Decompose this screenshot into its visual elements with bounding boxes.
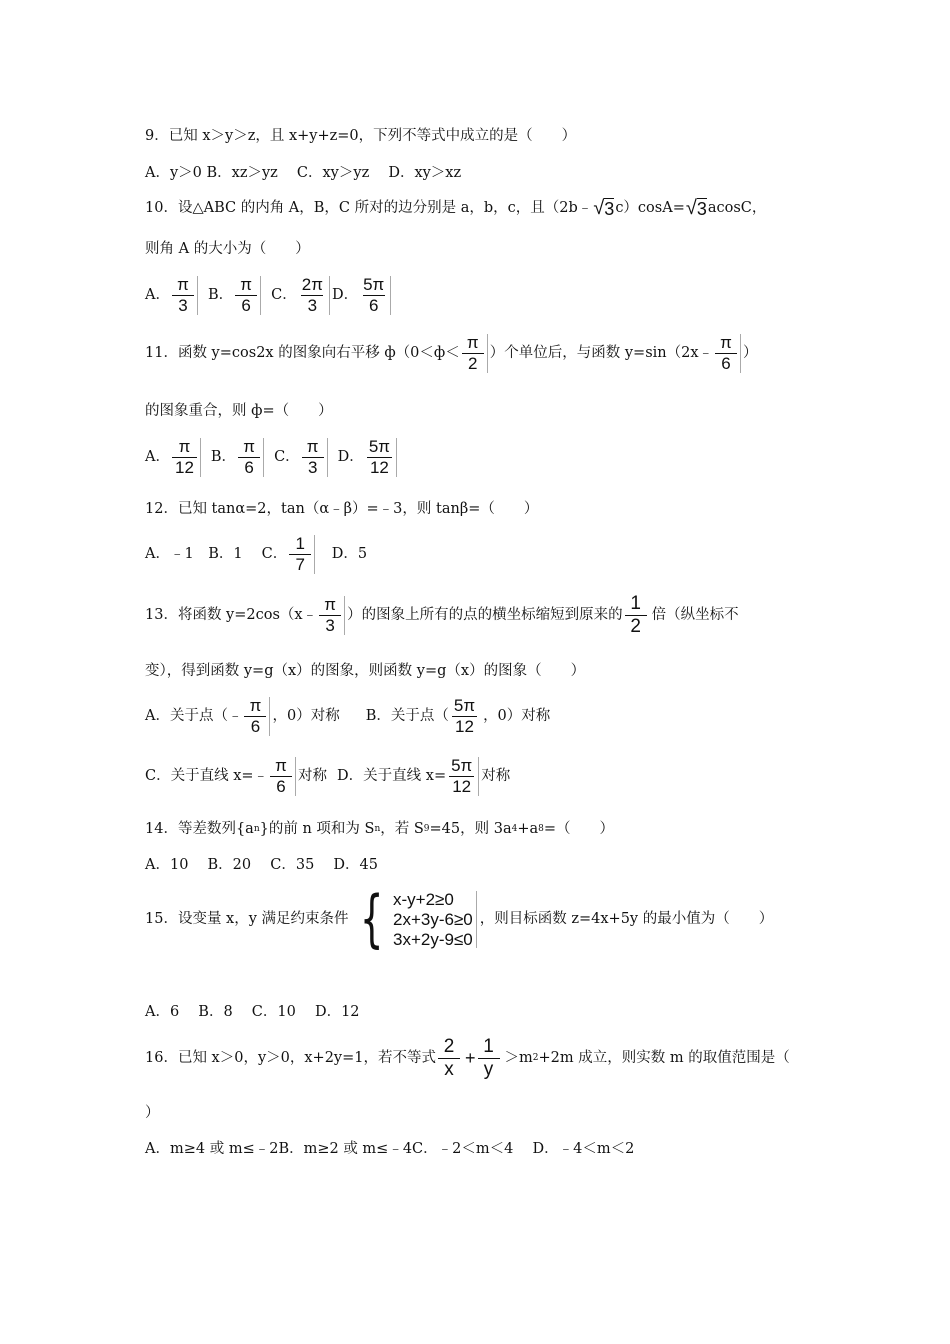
- q13-option-c-suffix: 对称: [298, 768, 328, 785]
- q16-two-over-x-fraction: [438, 1037, 463, 1080]
- denominator: 6: [363, 295, 385, 315]
- q13-one-half-fraction: [625, 594, 650, 637]
- q10-option-b-label: B．: [207, 287, 234, 304]
- denominator: 2: [625, 615, 647, 637]
- sqrt-radicand: 3: [604, 199, 615, 219]
- subscript: 8: [538, 823, 544, 834]
- q11-pi-over-2-fraction: [462, 334, 488, 373]
- q14-stem-part-c: ，若 S: [380, 821, 424, 837]
- q11-option-b-fraction: [238, 438, 264, 477]
- q11-option-a-label: A．: [145, 449, 170, 466]
- denominator: 12: [172, 457, 197, 477]
- q10-option-d-label: D．: [331, 287, 359, 304]
- q9-options-text: A．y＞0 B．xz＞yz C．xy＞yz D．xy＞xz: [145, 165, 462, 181]
- denominator: 7: [289, 554, 311, 574]
- q9-stem: [145, 129, 576, 144]
- q10-stem-part-a: 10．设△ABC 的内角 A，B，C 所对的边分别是 a，b，c，且（2b﹣: [145, 199, 593, 216]
- denominator: 3: [302, 457, 324, 477]
- q14-stem-part-e: +a: [517, 821, 539, 837]
- numerator: 5π: [451, 756, 473, 775]
- q14-stem-part-a: 14．等差数列{a: [145, 821, 254, 837]
- constraint-system: [352, 882, 477, 955]
- q16-options-text: A．m≥4 或 m≤﹣2B．m≥2 或 m≤﹣4C．﹣2＜m＜4 D．﹣4＜m＜2: [145, 1141, 635, 1157]
- numerator: π: [243, 437, 255, 456]
- q13-option-a-fraction: [244, 697, 270, 736]
- q10-options: [145, 276, 393, 315]
- q15-options-text: A．6 B．8 C．10 D．12: [145, 1004, 360, 1020]
- q11-pi-over-6-fraction: [715, 334, 741, 373]
- plus-sign: +: [465, 1048, 476, 1069]
- q14-stem-part-d: =45，则 3a: [429, 821, 512, 837]
- q15-options: [145, 1005, 360, 1020]
- numerator: 5π: [363, 275, 385, 294]
- q13-option-b-fraction: [451, 697, 481, 736]
- q13-option-b-suffix: ，0）对称: [483, 708, 551, 725]
- q13-stem-part-b: ）的图象上所有的点的横坐标缩短到原来的: [347, 607, 623, 624]
- q11-option-c-fraction: [302, 438, 328, 477]
- q12-option-d: D．5: [317, 546, 368, 563]
- q15-stem-part-b: ，则目标函数 z=4x+5y 的最小值为（ ）: [479, 910, 774, 927]
- numerator: 2π: [301, 275, 323, 294]
- numerator: 5π: [368, 437, 390, 456]
- sqrt-3-expression: √ 3: [685, 197, 707, 219]
- q15-stem: [145, 882, 774, 955]
- q10-option-a-fraction: [172, 276, 198, 315]
- denominator: 12: [367, 457, 392, 477]
- subscript: n: [253, 823, 260, 834]
- numerator: 2: [443, 1036, 455, 1057]
- q13-option-d-suffix: 对称: [481, 768, 511, 785]
- numerator: π: [275, 756, 287, 775]
- subscript: 4: [511, 823, 518, 834]
- numerator: 1: [483, 1036, 494, 1057]
- superscript: 2: [532, 1052, 539, 1063]
- denominator: x: [438, 1058, 460, 1080]
- q12-options-ab: A．﹣1 B．1 C．: [145, 546, 288, 563]
- q9-options: [145, 166, 461, 181]
- q13-option-d-fraction: [448, 757, 479, 796]
- q13-options-ab: [145, 697, 550, 736]
- constraint-row: 2x+3y-6≥0: [393, 909, 473, 929]
- numerator: 1: [630, 593, 641, 614]
- denominator: y: [478, 1058, 500, 1080]
- q16-stem-part-a: 16．已知 x＞0，y＞0，x+2y=1，若不等式: [145, 1050, 436, 1067]
- q14-options-text: A．10 B．20 C．35 D．45: [145, 857, 378, 873]
- q11-stem: [145, 334, 758, 373]
- q10-option-b-fraction: [235, 276, 261, 315]
- left-brace-icon: {: [359, 882, 384, 955]
- q11-stem-part-c: ）: [743, 345, 758, 362]
- denominator: 2: [462, 353, 484, 373]
- subscript: 9: [423, 823, 430, 834]
- numerator: π: [466, 333, 479, 352]
- numerator: π: [178, 437, 191, 456]
- q10-option-a-label: A．: [145, 287, 170, 304]
- q13-option-a-text: A．关于点（﹣: [145, 708, 243, 725]
- q16-one-over-y-fraction: [478, 1037, 503, 1080]
- numerator: π: [306, 437, 319, 456]
- constraint-row: x-y+2≥0: [393, 889, 454, 909]
- q14-stem-part-b: }的前 n 项和为 S: [259, 821, 375, 837]
- q10-stem-line2: [145, 242, 310, 257]
- denominator: 6: [715, 353, 737, 373]
- q10-stem-part-c: acosC，: [707, 199, 767, 216]
- q10-stem-part-b: c）cosA=: [615, 199, 685, 216]
- denominator: 3: [301, 295, 323, 315]
- q13-stem-line2-text: 变），得到函数 y=g（x）的图象，则函数 y=g（x）的图象（ ）: [145, 663, 586, 679]
- q11-option-b-label: B．: [210, 449, 237, 466]
- q10-stem: [145, 198, 766, 218]
- q11-option-a-fraction: [172, 438, 201, 477]
- denominator: 6: [270, 776, 292, 796]
- numerator: 1: [295, 534, 306, 553]
- q11-options: [145, 438, 399, 477]
- q15-stem-part-a: 15．设变量 x，y 满足约束条件: [145, 910, 349, 927]
- denominator: 6: [235, 295, 257, 315]
- q11-stem-part-b: ）个单位后，与函数 y=sin（2x﹣: [489, 345, 714, 362]
- q13-option-d-text: D．关于直线 x=: [337, 768, 447, 785]
- q16-stem: [145, 1037, 790, 1080]
- q13-option-c-fraction: [270, 757, 296, 796]
- numerator: 5π: [453, 696, 476, 715]
- q13-option-a-suffix: ，0）对称: [272, 708, 340, 725]
- sqrt-3-expression: √ 3: [593, 197, 615, 219]
- q11-stem-line2-text: 的图象重合，则 ф=（ ）: [145, 403, 333, 419]
- q16-stem-line2: [145, 1106, 160, 1121]
- denominator: 6: [238, 457, 260, 477]
- denominator: 12: [452, 716, 477, 736]
- numerator: π: [249, 696, 262, 715]
- q10-option-d-fraction: [360, 276, 391, 315]
- q13-option-c-text: C．关于直线 x=﹣: [145, 768, 269, 785]
- q16-options: [145, 1142, 634, 1157]
- q16-stem-line2-text: ）: [145, 1105, 160, 1121]
- denominator: 3: [172, 295, 194, 315]
- q13-options-cd: [145, 757, 510, 796]
- q9-stem-text: 9．已知 x＞y＞z，且 x+y+z=0，下列不等式中成立的是（ ）: [145, 128, 577, 144]
- q11-stem-part-a: 11．函数 y=cos2x 的图象向右平移 ф（0＜ф＜: [145, 345, 460, 362]
- q14-options: [145, 858, 378, 873]
- q10-stem-line2-text: 则角 A 的大小为（ ）: [145, 241, 310, 257]
- numerator: π: [177, 275, 189, 294]
- q11-option-c-label: C．: [274, 449, 300, 466]
- q11-stem-line2: [145, 404, 333, 419]
- q14-stem: [145, 822, 614, 837]
- q10-option-c-label: C．: [271, 287, 297, 304]
- q13-stem-line2: [145, 664, 585, 679]
- numerator: π: [324, 595, 336, 615]
- constraint-row: 3x+2y-9≤0: [393, 929, 473, 949]
- denominator: 3: [319, 615, 341, 635]
- q14-stem-part-f: =（ ）: [543, 821, 615, 837]
- q11-option-d-label: D．: [337, 449, 364, 466]
- denominator: 12: [449, 776, 474, 796]
- q11-option-d-fraction: [366, 438, 397, 477]
- q13-stem: [145, 594, 739, 637]
- q13-stem-part-a: 13．将函数 y=2cos（x﹣: [145, 607, 318, 624]
- q12-options: [145, 535, 367, 574]
- q13-stem-part-c: 倍（纵坐标不: [651, 607, 739, 624]
- numerator: π: [720, 333, 732, 352]
- subscript: n: [374, 823, 381, 834]
- q13-option-b-text: B．关于点（: [365, 708, 449, 725]
- q16-stem-part-c: +2m 成立，则实数 m 的取值范围是（: [538, 1050, 790, 1067]
- q13-pi-over-3-fraction: [319, 596, 345, 635]
- q16-stem-part-b: ＞m: [504, 1050, 533, 1067]
- q12-stem-text: 12．已知 tanα=2，tan（α﹣β）=﹣3，则 tanβ=（ ）: [145, 501, 539, 517]
- denominator: 6: [244, 716, 266, 736]
- q10-option-c-fraction: [299, 276, 330, 315]
- q12-option-c-fraction: [289, 535, 315, 574]
- q12-stem: [145, 502, 538, 517]
- constraint-rows: [393, 891, 477, 948]
- numerator: π: [240, 275, 252, 294]
- sqrt-radicand: 3: [696, 199, 707, 219]
